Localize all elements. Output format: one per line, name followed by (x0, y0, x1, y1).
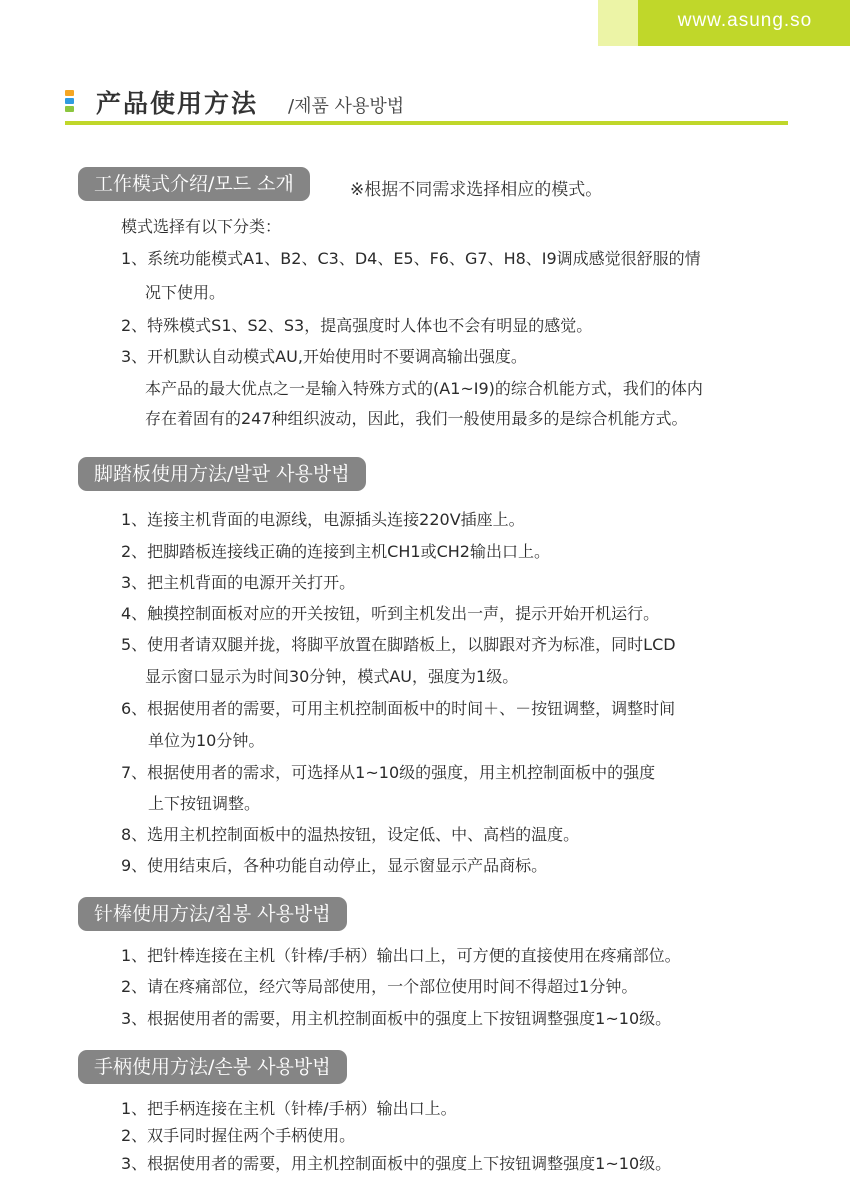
website-url: www.asung.so (677, 10, 813, 31)
needle-line: 3、根据使用者的需要，用主机控制面板中的强度上下按钮调整强度1~10级。 (121, 1009, 672, 1028)
title-divider (65, 121, 788, 125)
footboard-line: 上下按钮调整。 (148, 794, 261, 813)
footboard-line: 3、把主机背面的电源开关打开。 (121, 573, 356, 592)
needle-line: 1、把针棒连接在主机（针棒/手柄）输出口上，可方便的直接使用在疼痛部位。 (121, 946, 681, 965)
footboard-line: 9、使用结束后，各种功能自动停止，显示窗显示产品商标。 (121, 856, 548, 875)
mode-line: 存在着固有的247种组织波动，因此，我们一般使用最多的是综合机能方式。 (145, 409, 688, 428)
footboard-line: 7、根据使用者的需求，可选择从1~10级的强度，用主机控制面板中的强度 (121, 763, 656, 782)
footboard-line: 6、根据使用者的需要，可用主机控制面板中的时间＋、－按钮调整，调整时间 (121, 699, 676, 718)
section-needle-header: 针棒使用方法/침봉 사용방법 (78, 897, 347, 931)
handle-line: 3、根据使用者的需要，用主机控制面板中的强度上下按钮调整强度1~10级。 (121, 1154, 672, 1173)
title-bullet-icon (65, 90, 74, 116)
mode-line: 1、系统功能模式A1、B2、C3、D4、E5、F6、G7、H8、I9调成感觉很舒服的情 (121, 249, 701, 268)
handle-line: 2、双手同时握住两个手柄使用。 (121, 1126, 356, 1145)
section-handle-header: 手柄使用方法/손봉 사용방법 (78, 1050, 347, 1084)
handle-line: 1、把手柄连接在主机（针棒/手柄）输出口上。 (121, 1099, 457, 1118)
header-band-white (0, 0, 598, 46)
mode-line: 3、开机默认自动模式AU,开始使用时不要调高输出强度。 (121, 347, 527, 366)
page-subtitle: /제품 사용방법 (288, 96, 405, 117)
page-title: 产品使用方法 (96, 89, 259, 118)
mode-line: 模式选择有以下分类： (121, 217, 282, 236)
footboard-line: 显示窗口显示为时间30分钟，模式AU，强度为1级。 (145, 667, 519, 686)
mode-line: 本产品的最大优点之一是输入特殊方式的(A1~I9)的综合机能方式，我们的体内 (145, 379, 703, 398)
footboard-line: 4、触摸控制面板对应的开关按钮，听到主机发出一声，提示开始开机运行。 (121, 604, 660, 623)
footboard-line: 2、把脚踏板连接线正确的连接到主机CH1或CH2输出口上。 (121, 542, 550, 561)
section-footboard-header: 脚踏板使用方法/발판 사용방법 (78, 457, 366, 491)
section-mode-note: ※根据不同需求选择相应的模式。 (350, 180, 603, 200)
footboard-line: 1、连接主机背面的电源线，电源插头连接220V插座上。 (121, 510, 525, 529)
footboard-line: 单位为10分钟。 (148, 731, 265, 750)
needle-line: 2、请在疼痛部位，经穴等局部使用，一个部位使用时间不得超过1分钟。 (121, 977, 638, 996)
mode-line: 况下使用。 (145, 283, 226, 302)
mode-line: 2、特殊模式S1、S2、S3，提高强度时人体也不会有明显的感觉。 (121, 316, 593, 335)
section-mode-header: 工作模式介绍/모드 소개 (78, 167, 310, 201)
header-band-light-green (598, 0, 638, 46)
footboard-line: 8、选用主机控制面板中的温热按钮，设定低、中、高档的温度。 (121, 825, 580, 844)
footboard-line: 5、使用者请双腿并拢，将脚平放置在脚踏板上，以脚跟对齐为标准，同时LCD (121, 635, 676, 654)
